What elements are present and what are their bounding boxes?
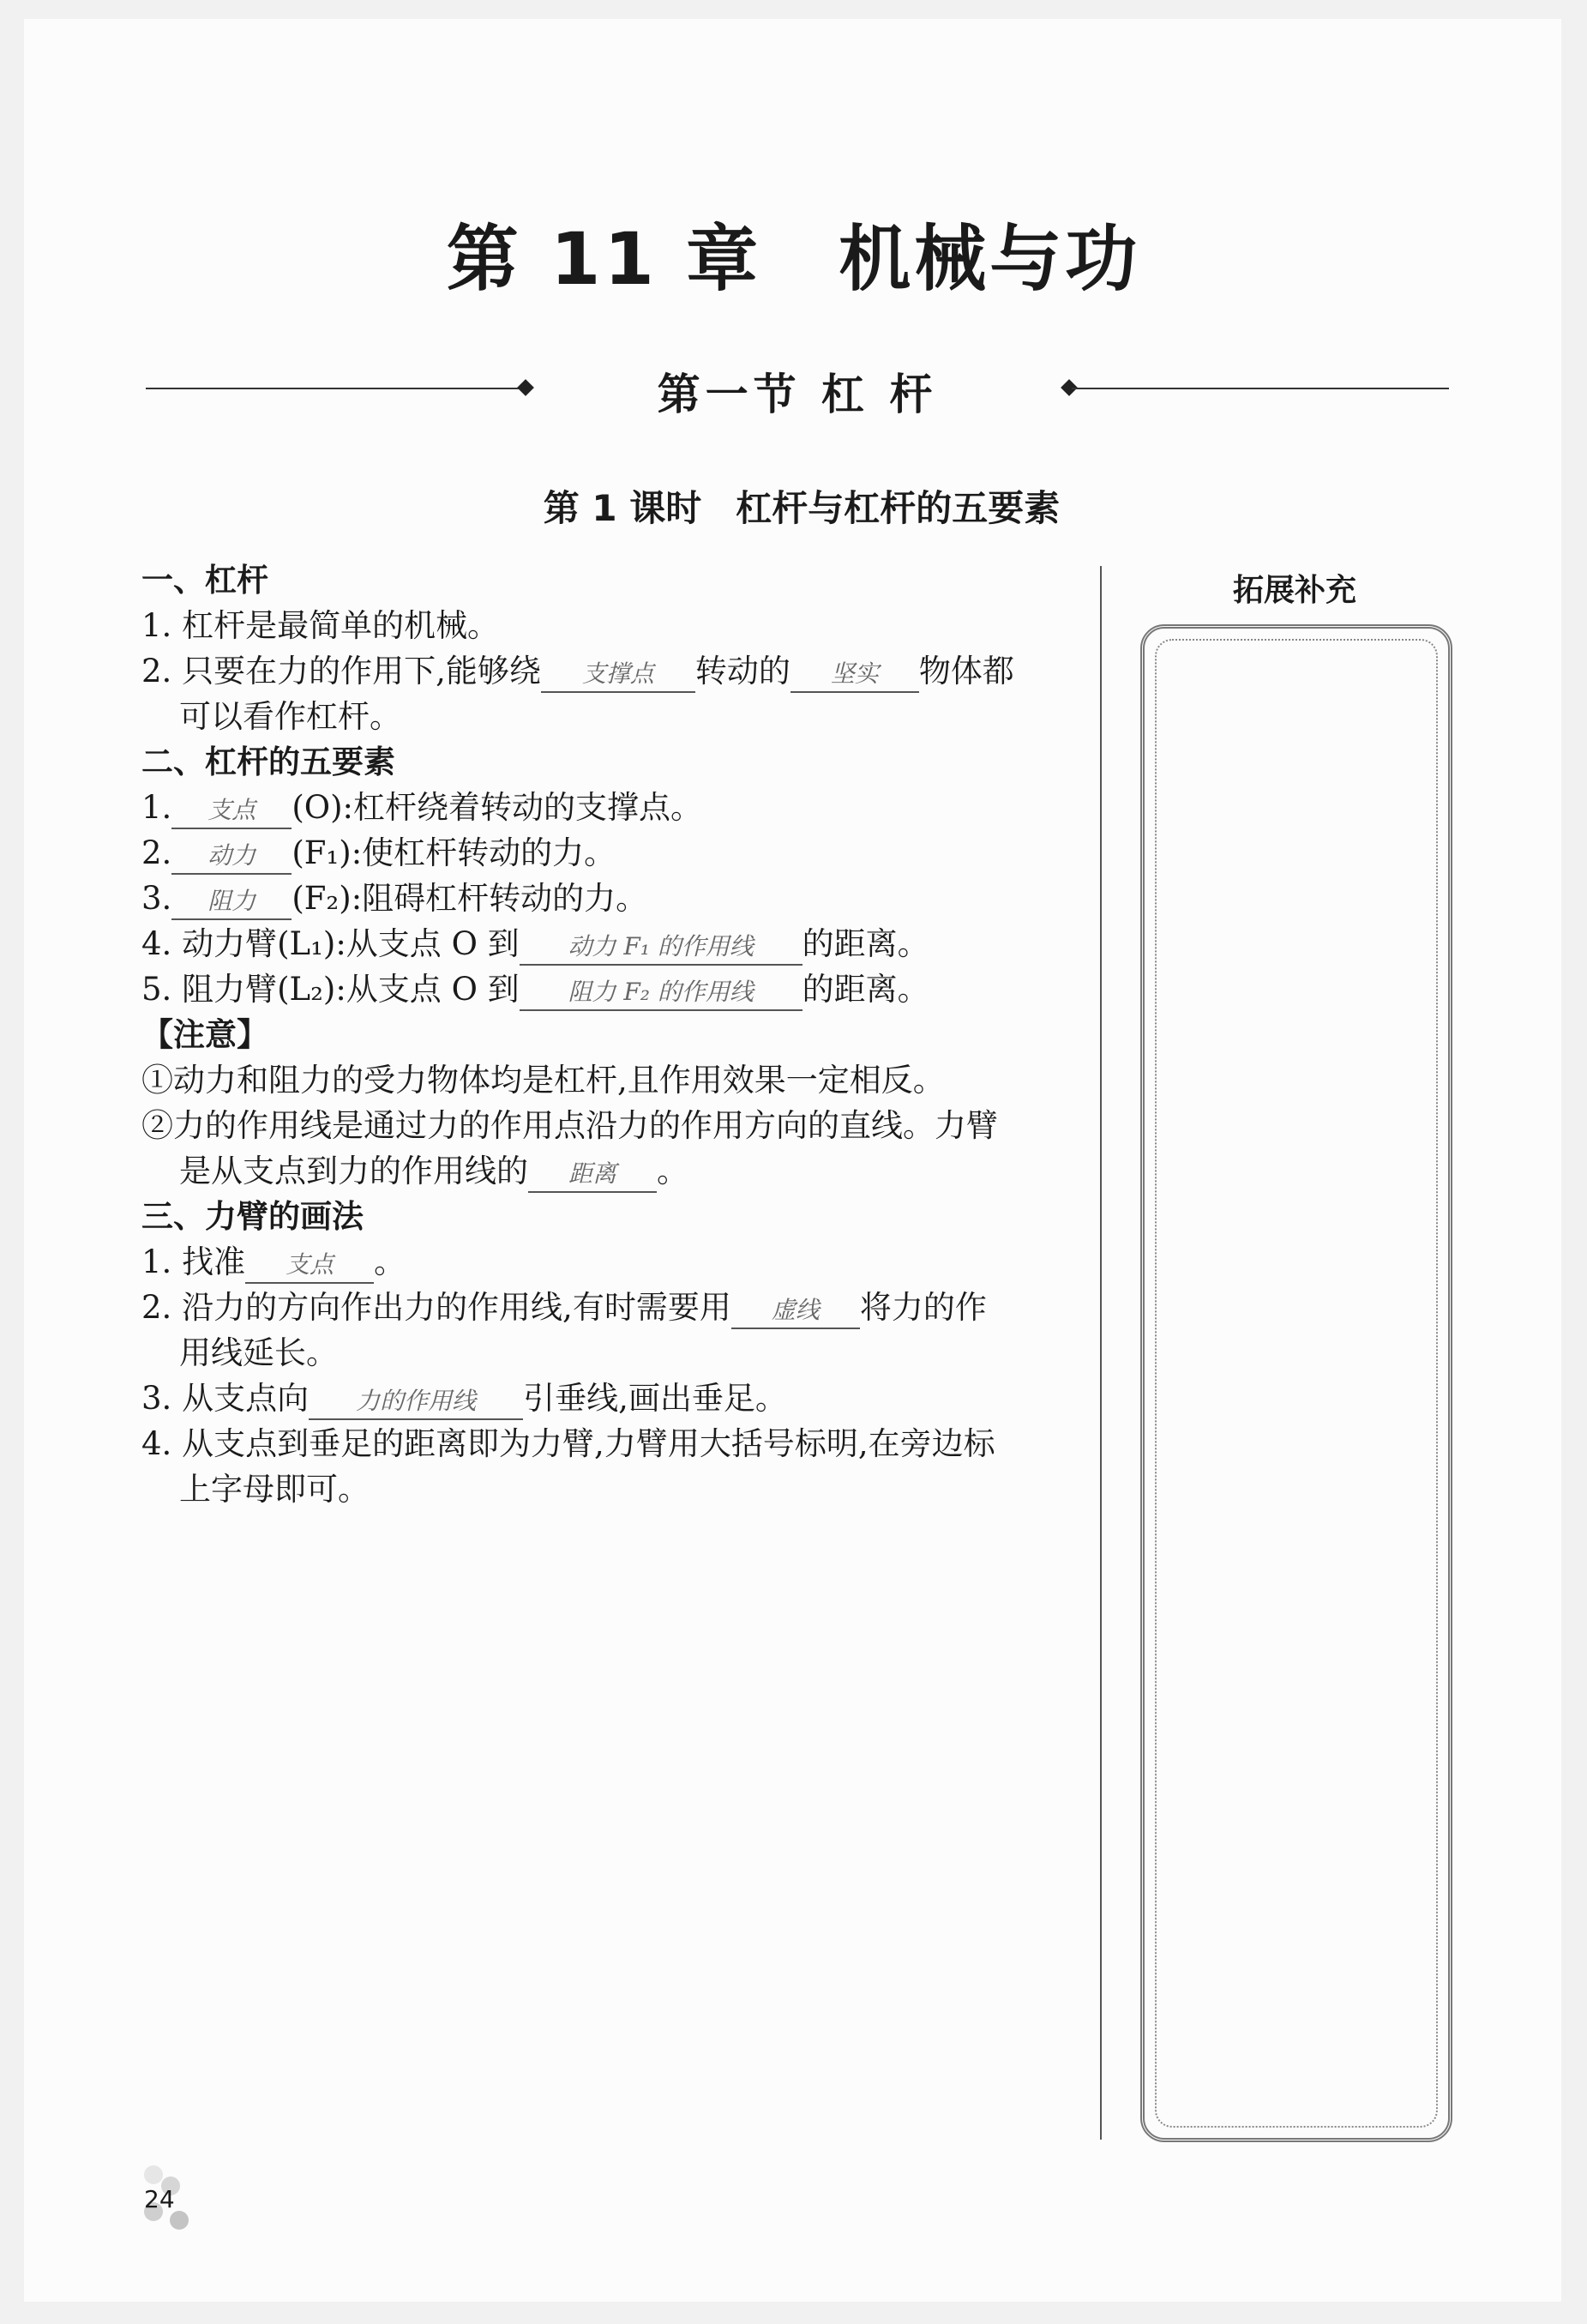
item-1-1: 1. 杠杆是最简单的机械。 (141, 607, 500, 644)
item-text: 4. 动力臂(L₁):从支点 O 到 (141, 925, 520, 962)
section-title: 第一节 杠 杆 (657, 369, 938, 419)
heading-lever: 一、杠杆 (141, 562, 268, 599)
section-header (146, 360, 1449, 419)
item-text: 3. 从支点向 (141, 1380, 310, 1417)
chapter-heading (0, 202, 1587, 305)
answer-blank: 支点 (171, 793, 292, 829)
item-3-4-cont: 上字母即可。 (179, 1471, 370, 1508)
item-text: 2. (141, 834, 172, 871)
notes-box-border-ornament (1155, 639, 1438, 2128)
item-text: (F₁):使杠杆转动的力。 (292, 834, 616, 871)
lesson-heading (0, 480, 1587, 532)
answer-blank: 阻力 (171, 884, 292, 920)
heading-five-elements: 二、杠杆的五要素 (141, 744, 395, 780)
item-2-2 (141, 830, 1076, 876)
item-3-2-cont: 用线延长。 (179, 1334, 338, 1371)
note-2: ②力的作用线是通过力的作用点沿力的作用方向的直线。力臂 (141, 1107, 998, 1144)
note-1: ①动力和阻力的受力物体均是杠杆,且作用效果一定相反。 (141, 1062, 945, 1099)
hexagon-ornament (144, 2165, 163, 2184)
item-text: (O):杠杆绕着转动的支撑点。 (292, 789, 702, 826)
item-2-4 (141, 921, 1076, 966)
page-number: 24 (144, 2185, 175, 2213)
item-text: (F₂):阻碍杠杆转动的力。 (292, 880, 648, 917)
sidebar-title: 拓展补充 (1232, 573, 1356, 608)
item-text: 1. (141, 789, 172, 826)
item-2-3 (141, 876, 1076, 921)
item-text: 。 (657, 1153, 688, 1189)
item-text: 物体都 (918, 653, 1014, 689)
answer-blank: 力的作用线 (309, 1384, 523, 1420)
chapter-title: 机械与功 (839, 217, 1141, 301)
item-text: 1. 找准 (141, 1243, 246, 1280)
item-text: 2. 只要在力的作用下,能够绕 (141, 653, 541, 689)
item-text: 。 (374, 1243, 406, 1280)
item-1-2-cont: 可以看作杠杆。 (179, 698, 401, 735)
item-text: 转动的 (694, 653, 790, 689)
answer-blank: 阻力 F₂ 的作用线 (520, 975, 803, 1011)
lesson-content (141, 557, 1076, 1512)
item-text: 引垂线,画出垂足。 (523, 1380, 787, 1417)
column-divider (1100, 566, 1102, 2140)
chapter-number: 第 11 章 (446, 217, 762, 301)
answer-blank: 动力 (171, 839, 292, 875)
answer-blank: 动力 F₁ 的作用线 (520, 930, 803, 966)
item-text: 的距离。 (802, 971, 929, 1008)
item-text: 是从支点到力的作用线的 (179, 1153, 528, 1189)
item-3-4: 4. 从支点到垂足的距离即为力臂,力臂用大括号标明,在旁边标 (141, 1425, 995, 1462)
item-text: 的距离。 (802, 925, 929, 962)
note-2-cont (141, 1148, 1076, 1194)
item-text: 5. 阻力臂(L₂):从支点 O 到 (141, 971, 520, 1008)
lesson-number: 第 1 课时 (543, 487, 702, 529)
heading-arm-drawing: 三、力臂的画法 (141, 1198, 364, 1235)
item-2-1 (141, 785, 1076, 830)
answer-blank: 虚线 (731, 1293, 860, 1329)
lesson-title: 杠杆与杠杆的五要素 (736, 487, 1061, 529)
answer-blank: 支点 (245, 1248, 374, 1284)
item-3-3 (141, 1376, 1076, 1421)
item-text: 3. (141, 880, 172, 917)
item-text: 将力的作 (859, 1289, 987, 1326)
notes-box (1140, 624, 1452, 2142)
answer-blank: 支撑点 (541, 657, 695, 693)
answer-blank: 坚实 (790, 657, 919, 693)
item-1-2 (141, 648, 1076, 694)
item-2-5 (141, 966, 1076, 1012)
item-text: 2. 沿力的方向作出力的作用线,有时需要用 (141, 1289, 731, 1326)
item-3-1 (141, 1239, 1076, 1285)
divider-rule-right (1072, 388, 1449, 389)
item-3-2 (141, 1285, 1076, 1330)
note-heading: 【注意】 (141, 1016, 268, 1053)
answer-blank: 距离 (528, 1157, 657, 1193)
hexagon-ornament (170, 2211, 189, 2230)
